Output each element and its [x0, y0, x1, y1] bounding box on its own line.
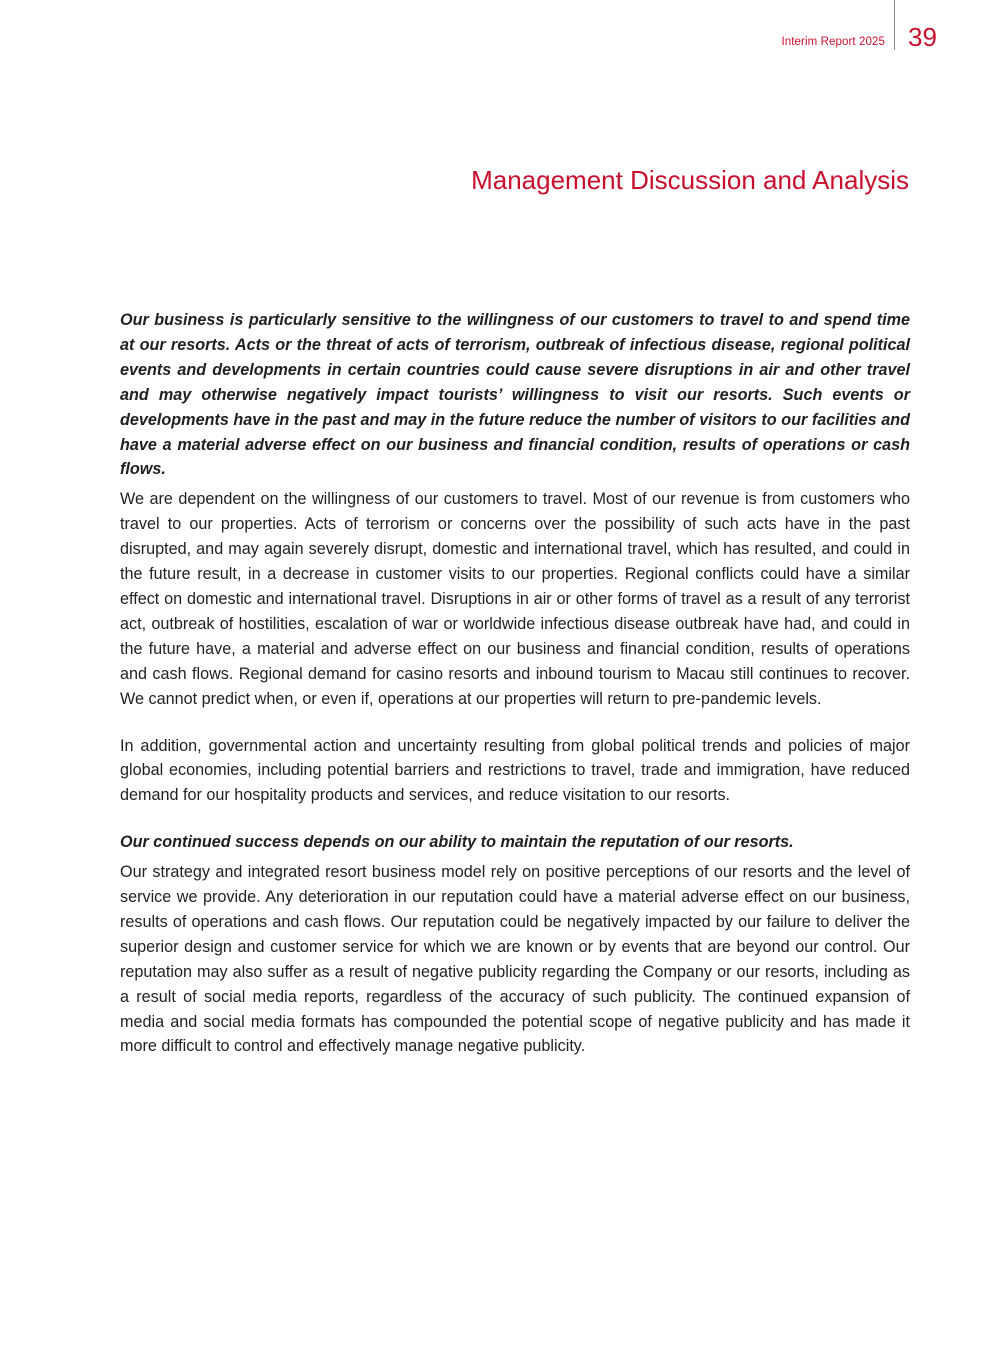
body-paragraph: We are dependent on the willingness of our customers to travel. Most of our revenue is from customers who travel to our properties. Acts of terrorism or concerns over the possibility of such acts have in the past disrupted, and may again severely disrupt, domestic and international travel, which has resulted, and could in the future result, in a decrease in customer visits to our properties. Regional conflicts could have a similar effect on domestic and international travel. Disruptions in air or other forms of travel as a result of any terrorist act, outbreak of hostilities, escalation of war or worldwide infectious disease outbreak have had, and could in the future have, a material and adverse effect on our business and financial condition, results of operations and cash flows. Regional demand for casino resorts and inbound tourism to Macau still continues to recover. We cannot predict when, or even if, operations at our properties will return to pre-pandemic levels. — [120, 490, 910, 708]
risk-heading-reputation: Our continued success depends on our ability to maintain the reputation of our resorts. — [120, 833, 794, 852]
body-paragraph: In addition, governmental action and uncertainty resulting from global political trends and policies of major global economies, including potential barriers and restrictions to travel, trade and immigration, have reduced demand for our hospitality products and services, and reduce visitation to our resorts. — [120, 736, 910, 805]
report-label: Interim Report 2025 — [781, 36, 885, 48]
risk-heading-travel: Our business is particularly sensitive to the willingness of our customers to travel to and spend time at our resorts. Acts or the threat of acts of terrorism, outbreak of infectious disease, regional political events and developments in certain countries could cause severe disruptions in air and other travel and may otherwise negatively impact tourists’ willingness to visit our resorts. Such events or developments have in the past and may in the future reduce the number of visitors to our facilities and have a material adverse effect on our business and financial condition, results of operations or cash flows. — [120, 311, 910, 479]
header-divider — [894, 0, 895, 50]
section-title: Management Discussion and Analysis — [471, 165, 909, 195]
body-paragraph: Our strategy and integrated resort business model rely on positive perceptions of our resorts and the level of service we provide. Any deterioration in our reputation could have a material adverse effect on our business, results of operations and cash flows. Our reputation could be negatively impacted by our failure to deliver the superior design and customer service for which we are known or by events that are beyond our control. Our reputation may also suffer as a result of negative publicity regarding the Company or our resorts, including as a result of social media reports, regardless of the accuracy of such publicity. The continued expansion of media and social media formats has compounded the potential scope of negative publicity and has made it more difficult to control and effectively manage negative publicity. — [120, 863, 910, 1056]
body-content — [120, 308, 910, 1059]
page-number: 39 — [908, 22, 937, 52]
